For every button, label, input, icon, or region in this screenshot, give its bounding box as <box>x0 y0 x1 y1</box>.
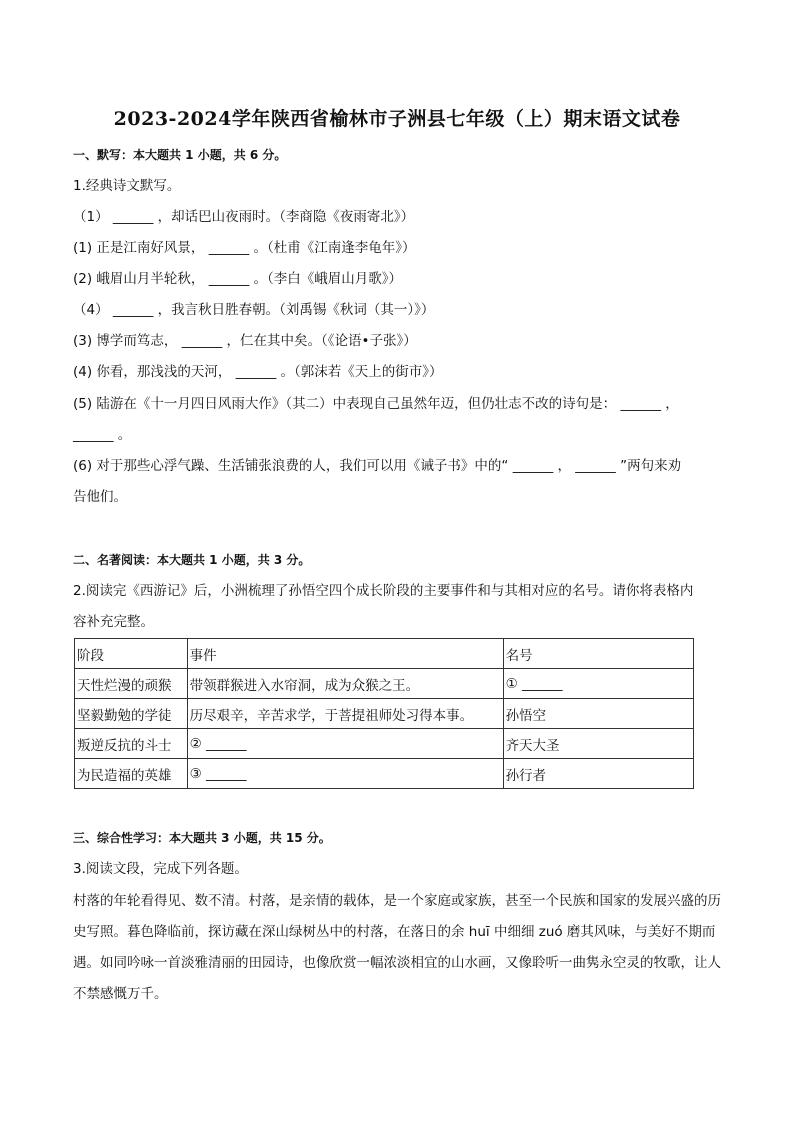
journey-table <box>74 638 694 789</box>
question3-prompt: 3.阅读文段，完成下列各题。 <box>73 861 248 877</box>
q1-line-8: ______ 。 <box>73 427 132 443</box>
table-cell: 叛逆反抗的斗士 <box>75 729 188 759</box>
table-cell: 孙行者 <box>503 759 693 789</box>
section2-header: 二、名著阅读：本大题共 1 小题，共 3 分。 <box>73 553 311 567</box>
table-cell: ① ______ <box>503 669 693 699</box>
reading-paragraph: 村落的年轮看得见、数不清。村落，是亲情的载体，是一个家庭或家族，甚至一个民族和国家的发展兴盛的历史写照。暮色降临前，探访藏在深山绿树丛中的村落，在落日的余 huī 中细细 zuó 磨其风味，与美好不期而遇。如同吟咏一首淡雅清丽的田园诗，也像欣赏一幅浓淡相宜的山水画，又像聆听一曲隽永空灵的牧歌，让人不禁感慨万千。 <box>73 893 721 1002</box>
question1-prompt: 1.经典诗文默写。 <box>73 178 181 194</box>
table-cell: 天性烂漫的顽猴 <box>75 669 188 699</box>
table-header-cell: 名号 <box>503 639 693 669</box>
q1-line-3: (2) 峨眉山月半轮秋， ______ 。（李白《峨眉山月歌》） <box>73 271 402 287</box>
section3-header: 三、综合性学习：本大题共 3 小题，共 15 分。 <box>73 831 331 845</box>
table-cell: 带领群猴进入水帘洞，成为众猴之王。 <box>187 669 503 699</box>
table-cell: ② ______ <box>187 729 503 759</box>
table-cell: 历尽艰辛，辛苦求学，于菩提祖师处习得本事。 <box>187 699 503 729</box>
q1-line-6: (4) 你看，那浅浅的天河， ______ 。（郭沫若《天上的街市》） <box>73 364 443 380</box>
q1-line-1: （1） ______ ，却话巴山夜雨时。（李商隐《夜雨寄北》） <box>73 209 415 225</box>
table-row <box>75 759 694 789</box>
table-cell: ③ ______ <box>187 759 503 789</box>
table-cell: 齐天大圣 <box>503 729 693 759</box>
question2-prompt-line2: 容补充完整。 <box>73 614 154 630</box>
question2-prompt-line1: 2.阅读完《西游记》后，小洲梳理了孙悟空四个成长阶段的主要事件和与其相对应的名号。请你将表格内 <box>73 583 694 599</box>
q1-line-10: 告他们。 <box>73 489 127 505</box>
table-header-cell: 事件 <box>187 639 503 669</box>
q1-line-2: (1) 正是江南好风景， ______ 。（杜甫《江南逢李龟年》） <box>73 240 416 256</box>
table-cell: 为民造福的英雄 <box>75 759 188 789</box>
exam-title: 2023-2024学年陕西省榆林市子洲县七年级（上）期末语文试卷 <box>113 108 681 130</box>
table-row <box>75 699 694 729</box>
q1-line-5: (3) 博学而笃志， ______ ，仁在其中矣。（《论语•子张》） <box>73 333 417 349</box>
q1-line-9: (6) 对于那些心浮气躁、生活铺张浪费的人，我们可以用《诫子书》中的“ ______ ， ______ ”两句来劝 <box>73 458 682 474</box>
table-cell: 坚毅勤勉的学徒 <box>75 699 188 729</box>
table-header-row <box>75 639 694 669</box>
table-row <box>75 669 694 699</box>
section1-header: 一、默写：本大题共 1 小题，共 6 分。 <box>73 148 287 162</box>
table-row <box>75 729 694 759</box>
q1-line-7: (5) 陆游在《十一月四日风雨大作》（其二）中表现自己虽然年迈，但仍壮志不改的诗句是： ______ ， <box>73 396 679 412</box>
table-cell: 孙悟空 <box>503 699 693 729</box>
table-header-cell: 阶段 <box>75 639 188 669</box>
q1-line-4: （4） ______ ，我言秋日胜春朝。（刘禹锡《秋词（其一）》） <box>73 302 435 318</box>
